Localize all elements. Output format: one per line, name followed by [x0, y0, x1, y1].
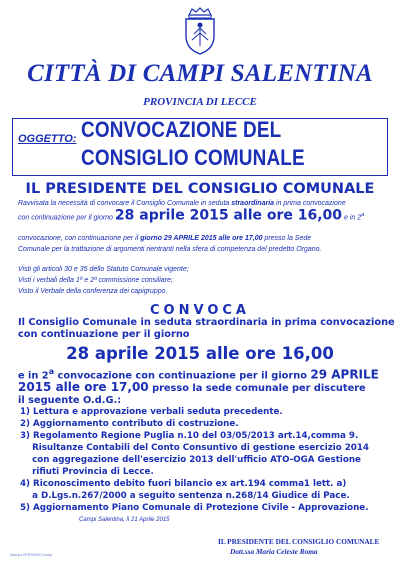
agenda-item: con aggregazione dell'esercizio 2013 dell'ufficio ATO-OGA Gestione	[20, 455, 361, 465]
agenda-item: 2) Aggiornamento contributo di costruzione.	[20, 419, 239, 429]
agenda-item: 3) Regolamento Regione Puglia n.10 del 03/05/2013 art.14,comma 9.	[20, 431, 359, 441]
convoca-heading: CONVOCA	[150, 303, 250, 318]
second-call-time: 2015 alle ore 17,00	[18, 380, 149, 394]
intro-text: con continuazione per il giorno	[18, 214, 115, 222]
second-call-text: e in 2	[18, 370, 49, 382]
agenda-item: a D.Lgs.n.267/2000 a seguito sentenza n.268/14 Giudice di Pace.	[20, 491, 350, 501]
visti-line-3: Visto il Verbale della conferenza dei capigruppo.	[18, 288, 168, 295]
intro-text: presso la Sede	[262, 235, 312, 242]
intro-date: 28 aprile 2015 alle ore 16,00	[114, 207, 343, 224]
subject-label: OGGETTO:	[18, 133, 77, 145]
visti-line-1: Visti gli articoli 30 e 35 dello Statuto Comunale vigente;	[18, 266, 189, 273]
intro-emphasis: straordinaria	[231, 200, 275, 207]
city-title: CITTÀ DI CAMPI SALENTINA	[27, 60, 373, 87]
second-call-line-2	[18, 380, 366, 394]
second-call-line-1	[18, 366, 379, 381]
subject-heading-line1: CONVOCAZIONE DEL	[81, 117, 282, 142]
intro-emphasis: giorno 29 APRILE 2015 alle ore 17,00	[140, 235, 263, 242]
agenda-intro: il seguente O.d.G.:	[18, 395, 122, 406]
agenda-item: rifiuti Provincia di Lecce.	[20, 467, 154, 477]
agenda-item: Risultanze Contabili del Conto Consuntivo di gestione esercizio 2014	[20, 443, 369, 453]
province-name: PROVINCIA DI LECCE	[143, 96, 257, 108]
intro-line-3	[18, 234, 384, 244]
signature-name: Dott.ssa Maria Celeste Roma	[230, 547, 318, 556]
second-call-superscript: a	[48, 366, 55, 376]
president-heading: IL PRESIDENTE DEL CONSIGLIO COMUNALE	[25, 181, 375, 197]
coat-of-arms-icon	[181, 6, 219, 56]
subject-heading-line2: CONSIGLIO COMUNALE	[81, 145, 305, 170]
intro-text: Ravvisata la necessità di convocare il Consiglio Comunale in seduta	[18, 200, 232, 207]
council-line-1: Il Consiglio Comunale in seduta straordinaria in prima convocazione	[18, 317, 395, 328]
signature-role: IL PRESIDENTE DEL CONSIGLIO COMUNALE	[218, 537, 380, 546]
intro-text: e in 2	[342, 214, 362, 222]
second-call-text: convocazione con continuazione per il giorno	[54, 370, 311, 382]
agenda-item: 5) Aggiornamento Piano Comunale di Protezione Civile - Approvazione.	[20, 503, 369, 513]
intro-line-4: Comunale per la trattazione di argomenti rientranti nella sfera di competenza del predetto Organo.	[18, 246, 322, 253]
second-call-date: 29 APRILE	[310, 367, 379, 382]
agenda-item: 1) Lettura e approvazione verbali seduta precedente.	[20, 407, 283, 417]
printer-credit: Stampa PERSIMAX Campi	[10, 553, 53, 557]
intro-line-2	[18, 207, 384, 224]
place-and-date: Campi Salentina, lì 21 Aprile 2015	[79, 517, 170, 523]
visti-line-2: Visti i verbali della 1ª e 2ª commissione consiliare;	[18, 277, 173, 284]
intro-text: convocazione, con continuazione per il	[18, 235, 141, 242]
meeting-date: 28 aprile 2015 alle ore 16,00	[66, 344, 334, 363]
council-line-2: con continuazione per il giorno	[18, 329, 190, 340]
intro-superscript: a	[361, 212, 365, 218]
agenda-item: 4) Riconoscimento debito fuori bilancio ex art.194 comma1 lett. a)	[20, 479, 347, 489]
second-call-text: presso la sede comunale per discutere	[148, 383, 366, 394]
intro-text: in prima convocazione	[274, 200, 346, 207]
